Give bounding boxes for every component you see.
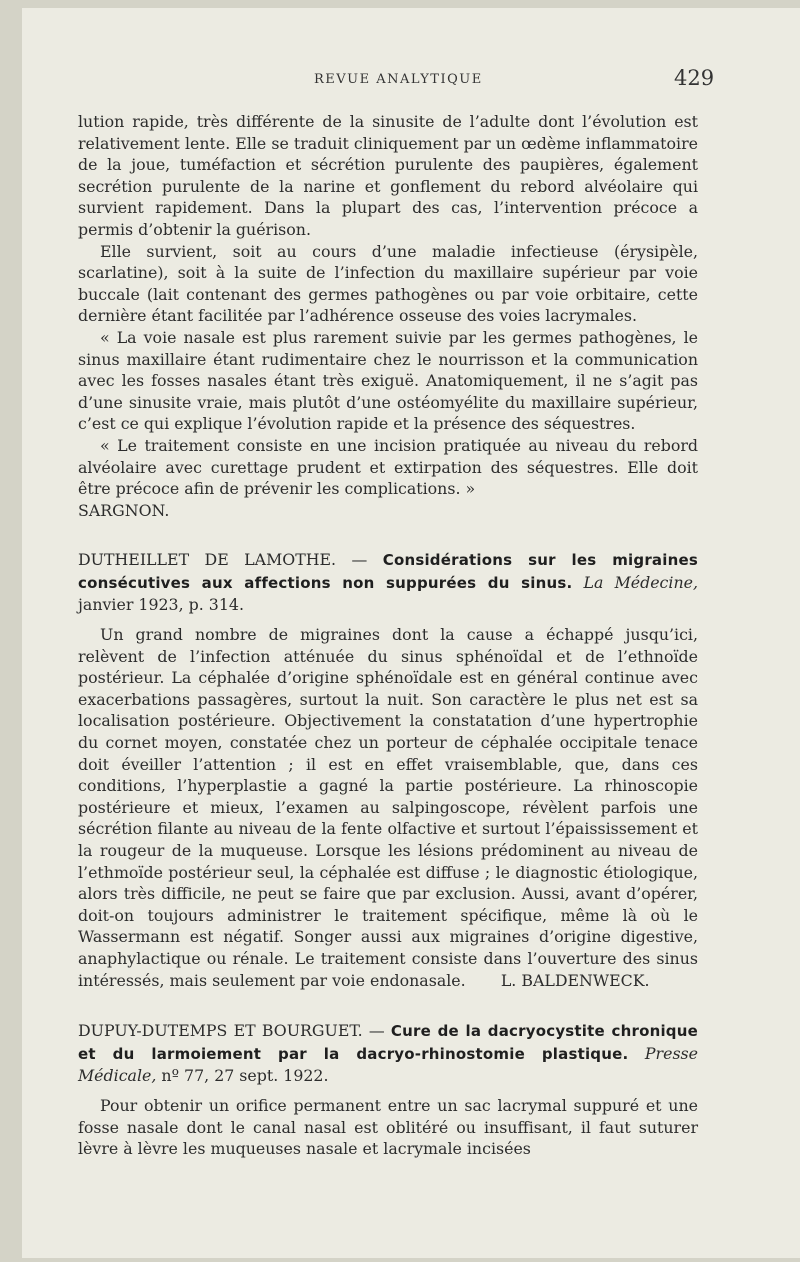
spacer (78, 616, 698, 624)
entry-title: Considérations sur les migraines consécutives aux affections non suppurées du sinus. (78, 551, 698, 592)
document-page (22, 8, 800, 1258)
page-body (78, 111, 698, 1160)
section-spacer (78, 991, 698, 1020)
entry-citation: nº 77, 27 sept. 1922. (161, 1066, 329, 1086)
section-spacer (78, 521, 698, 549)
paragraph: « Le traitement consiste en une incision pratiquée au niveau du rebord alvéolaire avec curettage prudent et extirpation des séquestres. Elle doit être précoce afin de prévenir les complications. » (78, 435, 698, 499)
entry-dash: — (368, 1021, 385, 1041)
page-number: 429 (674, 66, 715, 90)
entry-citation: janvier 1923, p. 314. (78, 595, 244, 615)
entry-title: Cure de la dacryocystite chronique et du larmoiement par la dacryo-rhinostomie plastique. (78, 1022, 698, 1063)
entry-heading (78, 549, 698, 616)
page-header (22, 64, 800, 94)
paragraph: « La voie nasale est plus rarement suivie par les germes pathogènes, le sinus maxillaire étant rudimentaire chez le nourrisson et la communication avec les fosses nasales étant très exiguë. Anatomiquement, il ne s’agit pas d’une sinusite vraie, mais plutôt d’une ostéomyélite du maxillaire supérieur, c’est ce qui explique l’évolution rapide et la présence des séquestres. (78, 327, 698, 434)
entry-authors: DUPUY-DUTEMPS ET BOURGUET. (78, 1021, 363, 1041)
paragraph: Elle survient, soit au cours d’une maladie infectieuse (érysipèle, scarlatine), soit à la suite de l’infection du maxillaire supérieur par voie buccale (lait contenant des germes pathogènes ou par voie orbitaire, cette dernière étant facilitée par l’adhérence osseuse des voies lacrymales. (78, 241, 698, 326)
entry-dash: — (351, 550, 368, 570)
author-signature: L. BALDENWECK. (500, 970, 650, 990)
entry-journal: Presse Médicale, (78, 1043, 699, 1086)
running-title: REVUE ANALYTIQUE (314, 72, 483, 87)
entry-authors: DUTHEILLET DE LAMOTHE. (78, 550, 337, 570)
entry-journal: La Médecine, (583, 572, 698, 592)
paragraph (78, 624, 698, 991)
author-signature: SARGNON. (78, 500, 170, 520)
entry-heading (78, 1020, 698, 1087)
spacer (78, 1087, 698, 1095)
paragraph-text: Un grand nombre de migraines dont la cause a échappé jusqu’ici, relèvent de l’infection atténuée du sinus sphénoïdal et de l’ethnoïde postérieur. La céphalée d’origine sphénoïdale est en général continue avec exacerbations passagères, surtout la nuit. Son caractère le plus net est sa localisation postérieure. Objectivement la constatation d’une hypertrophie du cornet moyen, constatée chez un porteur de céphalée occipitale tenace doit éveiller l’attention ; il est en effet vraisemblable, que, dans ces conditions, l’hyperplastie a gagné la partie postérieure. La rhinoscopie postérieure et mieux, l’examen au salpingoscope, révèlent parfois une sécrétion filante au niveau de la fente olfactive et surtout l’épaississement et la rougeur de la muqueuse. Lorsque les lésions prédominent au niveau de l’ethmoïde postérieur seul, la céphalée est diffuse ; le diagnostic étiologique, alors très difficile, ne peut se faire que par exclusion. Aussi, avant d’opérer, doit-on toujours administrer le traitement spécifique, même là où le Wassermann est négatif. Songer aussi aux migraines d’origine digestive, anaphylactique ou rénale. Le traitement consiste dans l’ouverture des sinus intéressés, mais seulement par voie endonasale. (78, 625, 698, 990)
paragraph: Pour obtenir un orifice permanent entre un sac lacrymal suppuré et une fosse nasale dont le canal nasal est oblitéré ou insuffisant, il faut suturer lèvre à lèvre les muqueuses nasale et lacrymale incisées (78, 1095, 698, 1159)
paragraph: lution rapide, très différente de la sinusite de l’adulte dont l’évolution est relativement lente. Elle se traduit cliniquement par un œdème inflammatoire de la joue, tuméfaction et sécrétion purulente des paupières, également secrétion purulente de la narine et gonflement du rebord alvéolaire qui survient rapidement. Dans la plupart des cas, l’intervention précoce a permis d’obtenir la guérison. (78, 112, 698, 239)
